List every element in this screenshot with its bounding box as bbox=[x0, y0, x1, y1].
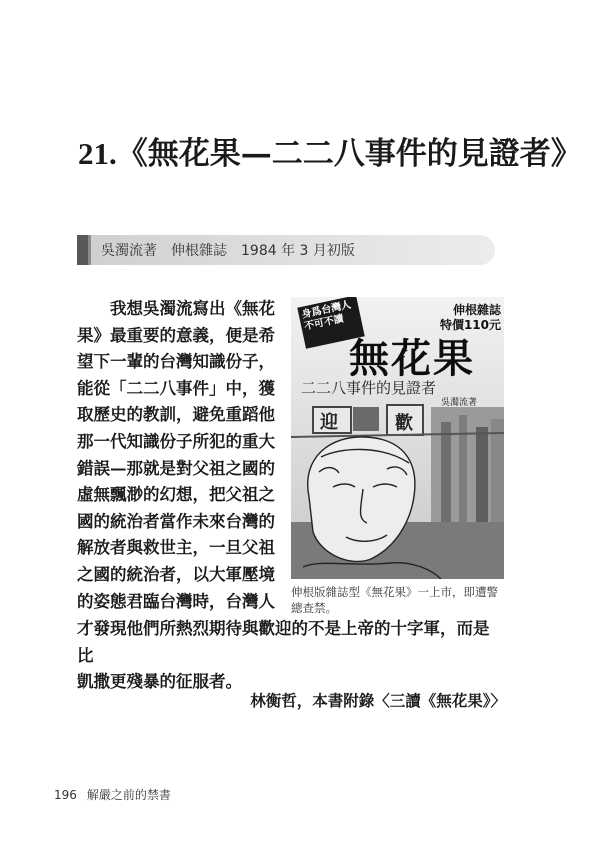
body-text-column bbox=[77, 296, 280, 615]
page-number: 196 bbox=[54, 788, 77, 802]
book-info-banner bbox=[77, 235, 495, 265]
body-line: 那一代知識份子所犯的重大 bbox=[77, 431, 275, 451]
page-footer bbox=[54, 786, 171, 803]
chapter-title: 《無花果—二二八事件的見證者》 bbox=[116, 136, 582, 172]
body-line: 之國的統治者，以大軍壓境 bbox=[77, 564, 275, 584]
book-cover-image bbox=[291, 297, 504, 579]
body-line: 凱撒更殘暴的征服者。 bbox=[77, 672, 242, 692]
cover-title: 無花果 bbox=[349, 336, 475, 382]
body-line: 才發現他們所熱烈期待與歡迎的不是上帝的十字軍，而是比 bbox=[77, 619, 490, 665]
body-line: 取歷史的教訓，避免重蹈他 bbox=[77, 405, 275, 425]
body-line: 望下一輩的台灣知識份子， bbox=[77, 352, 275, 372]
body-line: 國的統治者當作未來台灣的 bbox=[77, 511, 275, 531]
cover-tagline: 身爲台灣人不可不讀 bbox=[297, 297, 364, 349]
cover-subtitle: 二二八事件的見證者 bbox=[301, 379, 437, 397]
chapter-number: 21. bbox=[78, 136, 117, 171]
body-text-wide bbox=[77, 616, 505, 696]
cover-sign-right: 歡 bbox=[395, 413, 413, 434]
body-line: 的姿態君臨台灣時，台灣人 bbox=[77, 591, 275, 611]
body-line: 我想吳濁流寫出《無花 bbox=[110, 299, 275, 318]
quote-attribution: 林衡哲，本書附錄〈三讀《無花果》〉 bbox=[250, 691, 506, 710]
cover-author: 吳濁流著 bbox=[441, 398, 478, 408]
cover-sign-left: 迎 bbox=[320, 412, 338, 433]
figure-caption: 伸根版雜誌型《無花果》一上市，即遭警總查禁。 bbox=[291, 585, 498, 615]
book-info-text: 吳濁流著 伸根雜誌 1984 年 3 月初版 bbox=[101, 243, 355, 259]
running-title: 解嚴之前的禁書 bbox=[86, 788, 171, 802]
body-line: 解放者與救世主，一旦父祖 bbox=[77, 538, 275, 558]
cover-price: 特價110元 bbox=[439, 318, 501, 332]
cover-publisher-name: 伸根雜誌 bbox=[452, 303, 501, 317]
body-line: 虛無飄渺的幻想，把父祖之 bbox=[77, 485, 275, 505]
book-icon bbox=[77, 235, 91, 265]
body-line: 能從「二二八事件」中，獲 bbox=[77, 378, 275, 398]
page-title bbox=[78, 128, 582, 173]
body-line: 錯誤—那就是對父祖之國的 bbox=[77, 458, 275, 478]
body-line: 果》最重要的意義，便是希 bbox=[77, 325, 275, 345]
